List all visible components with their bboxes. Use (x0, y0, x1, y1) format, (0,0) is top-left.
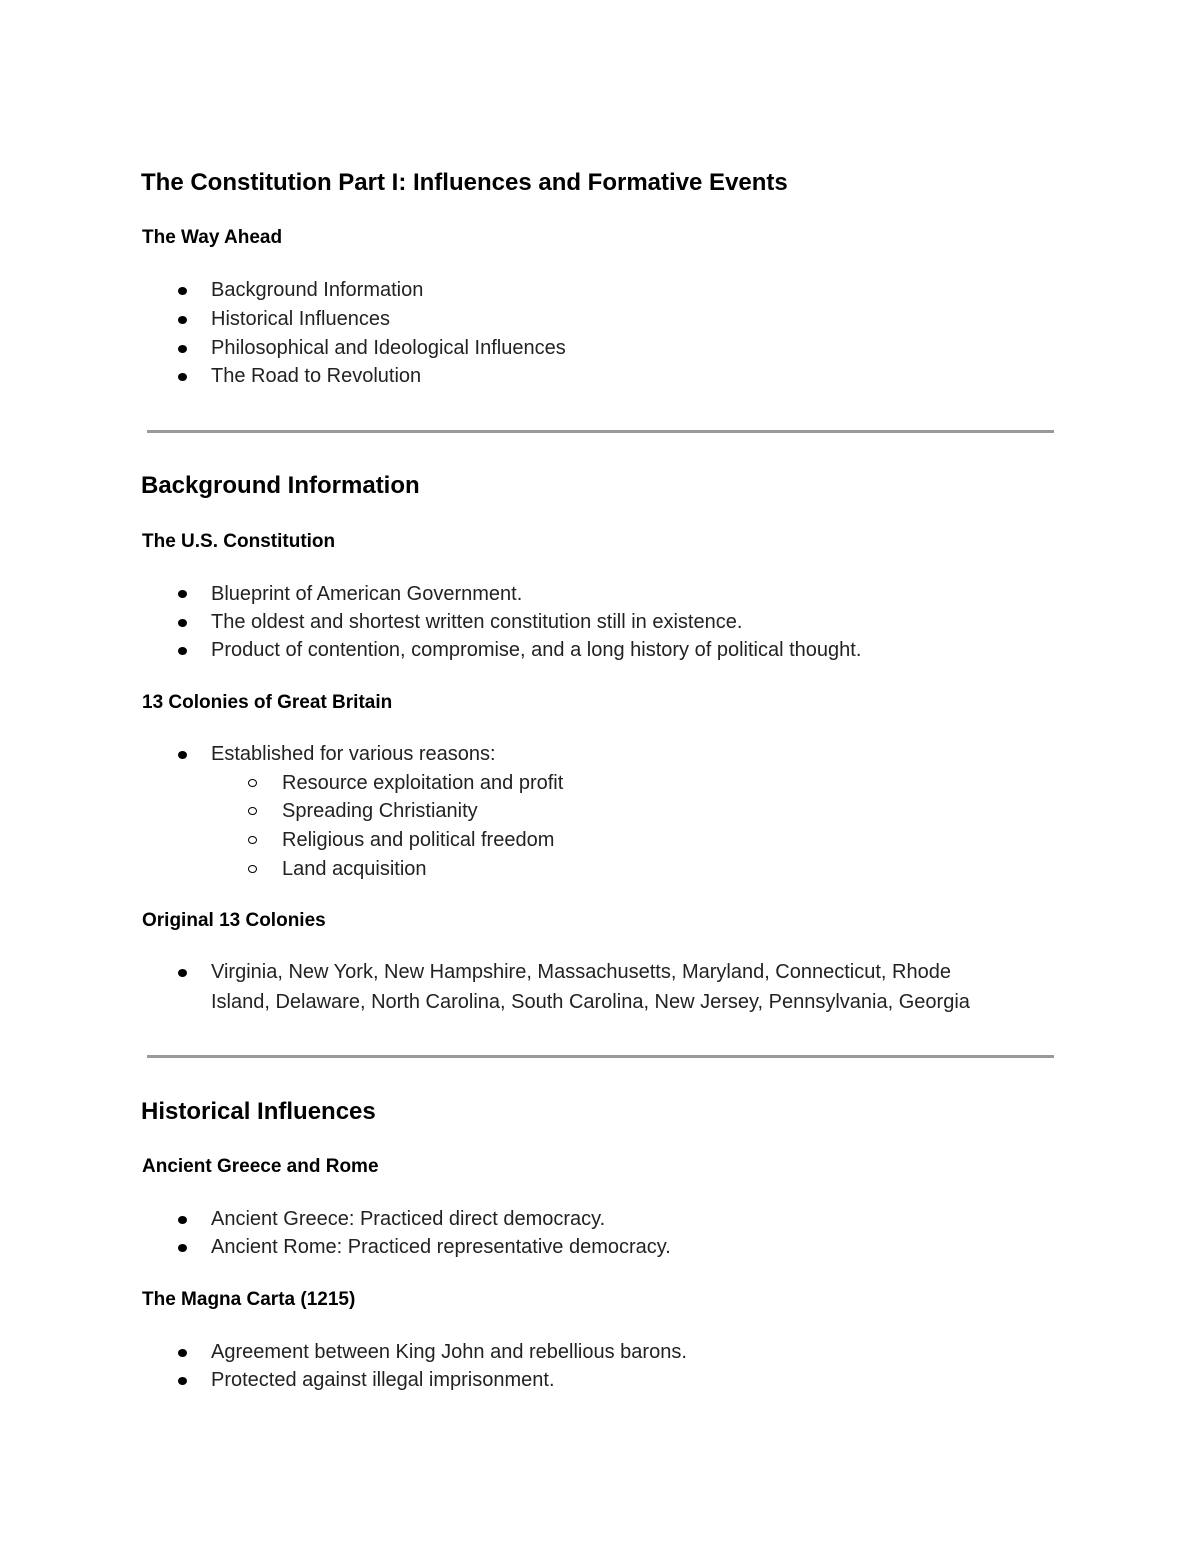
section-divider (147, 1055, 1054, 1058)
way-ahead-item-background: Background Information (211, 279, 424, 301)
colonies-item-established: Established for various reasons: (211, 743, 496, 765)
bullet-icon (178, 751, 187, 759)
original-colonies-heading: Original 13 Colonies (142, 910, 326, 931)
original-colonies-line-2: Island, Delaware, North Carolina, South Carolina, New Jersey, Pennsylvania, Georgia (211, 991, 970, 1013)
magna-carta-heading: The Magna Carta (1215) (142, 1289, 356, 1310)
colonies-subitem-freedom: Religious and political freedom (282, 829, 555, 851)
bullet-icon (178, 345, 187, 353)
bullet-icon (178, 1377, 187, 1385)
constitution-item-blueprint: Blueprint of American Government. (211, 583, 523, 605)
colonies-subitem-resource: Resource exploitation and profit (282, 772, 564, 794)
original-colonies-line-1: Virginia, New York, New Hampshire, Massachusetts, Maryland, Connecticut, Rhode (211, 961, 951, 983)
bullet-icon (178, 619, 187, 627)
background-heading: Background Information (141, 472, 420, 499)
document-title: The Constitution Part I: Influences and Formative Events (141, 169, 788, 196)
hollow-bullet-icon (248, 865, 257, 873)
greece-rome-item-greece: Ancient Greece: Practiced direct democracy. (211, 1208, 606, 1230)
magna-carta-item-agreement: Agreement between King John and rebellious barons. (211, 1341, 687, 1363)
greece-rome-heading: Ancient Greece and Rome (142, 1156, 379, 1177)
bullet-icon (178, 647, 187, 655)
bullet-icon (178, 316, 187, 324)
bullet-icon (178, 1244, 187, 1252)
colonies-subitem-christianity: Spreading Christianity (282, 800, 478, 822)
way-ahead-item-road: The Road to Revolution (211, 365, 422, 387)
way-ahead-item-philosophical: Philosophical and Ideological Influences (211, 337, 566, 359)
constitution-item-oldest: The oldest and shortest written constitution still in existence. (211, 611, 743, 633)
colonies-heading: 13 Colonies of Great Britain (142, 692, 393, 713)
constitution-item-product: Product of contention, compromise, and a long history of political thought. (211, 639, 862, 661)
hollow-bullet-icon (248, 836, 257, 844)
bullet-icon (178, 969, 187, 977)
colonies-subitem-land: Land acquisition (282, 858, 427, 880)
bullet-icon (178, 1216, 187, 1224)
bullet-icon (178, 590, 187, 598)
historical-heading: Historical Influences (141, 1098, 376, 1125)
hollow-bullet-icon (248, 807, 257, 815)
bullet-icon (178, 373, 187, 381)
section-divider (147, 430, 1054, 433)
way-ahead-heading: The Way Ahead (142, 227, 283, 248)
bullet-icon (178, 287, 187, 295)
hollow-bullet-icon (248, 779, 257, 787)
way-ahead-item-historical: Historical Influences (211, 308, 390, 330)
constitution-heading: The U.S. Constitution (142, 531, 336, 552)
magna-carta-item-protected: Protected against illegal imprisonment. (211, 1369, 555, 1391)
greece-rome-item-rome: Ancient Rome: Practiced representative democracy. (211, 1236, 671, 1258)
bullet-icon (178, 1349, 187, 1357)
